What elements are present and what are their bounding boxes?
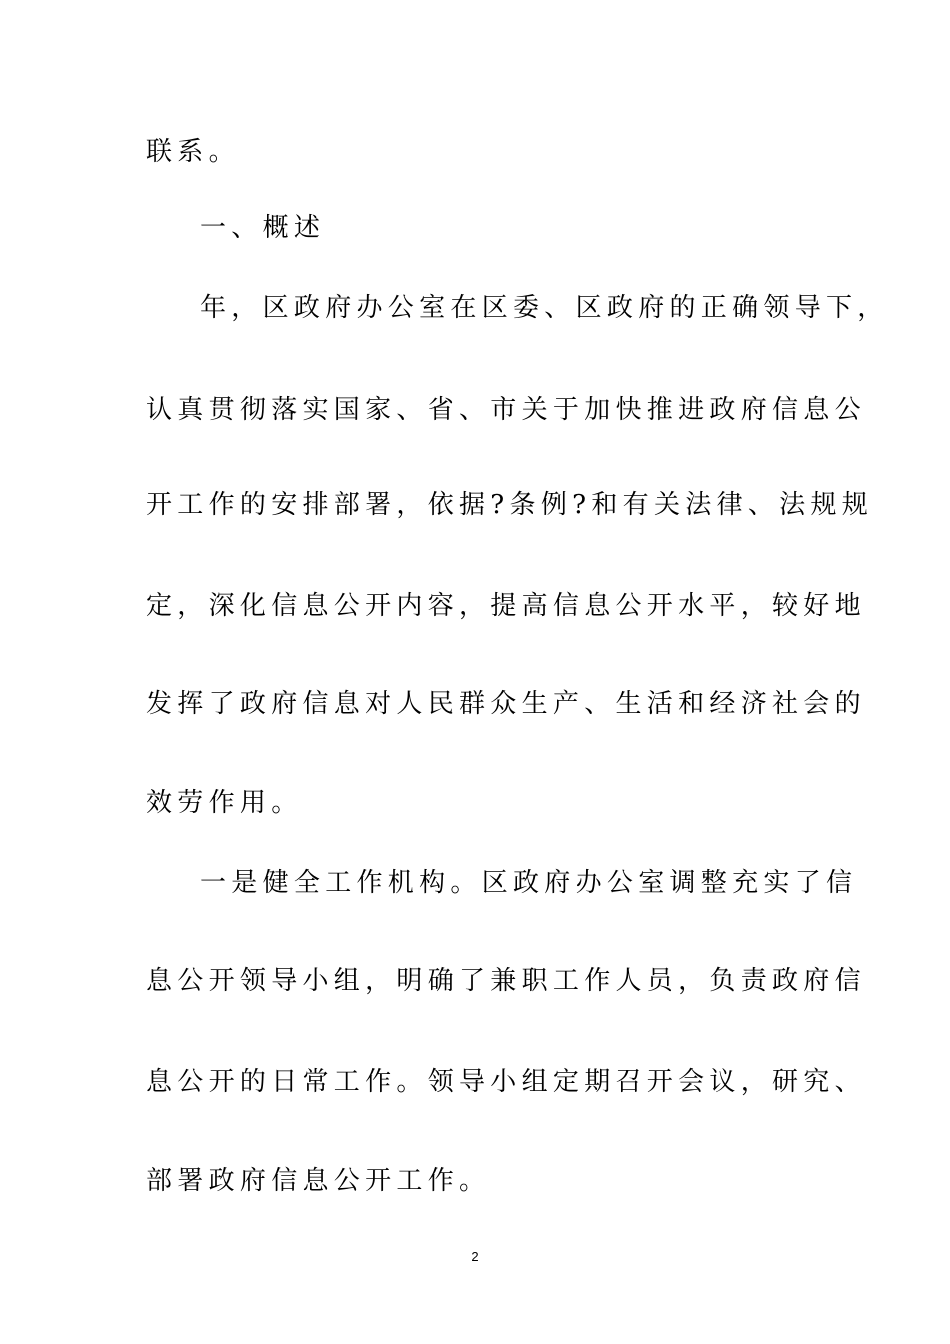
text-line: 息公开的日常工作。领导小组定期召开会议，研究、 bbox=[146, 1067, 866, 1097]
text-line: 联系。 bbox=[146, 137, 240, 167]
text-line: 认真贯彻落实国家、省、市关于加快推进政府信息公 bbox=[146, 395, 866, 425]
page-number: 2 bbox=[471, 1249, 479, 1264]
text-line: 息公开领导小组，明确了兼职工作人员，负责政府信 bbox=[146, 966, 866, 996]
text-line: 发挥了政府信息对人民群众生产、生活和经济社会的 bbox=[146, 689, 866, 719]
text-line: 部署政府信息公开工作。 bbox=[146, 1166, 491, 1196]
text-line: 效劳作用。 bbox=[146, 788, 303, 818]
text-line: 定，深化信息公开内容，提高信息公开水平，较好地 bbox=[146, 591, 866, 621]
text-line: 一是健全工作机构。区政府办公室调整充实了信 bbox=[200, 868, 858, 898]
text-line: 开工作的安排部署，依据?条例?和有关法律、法规规 bbox=[146, 490, 874, 520]
text-line: 年，区政府办公室在区委、区政府的正确领导下， bbox=[200, 293, 889, 323]
section-heading: 一、概述 bbox=[200, 213, 326, 243]
